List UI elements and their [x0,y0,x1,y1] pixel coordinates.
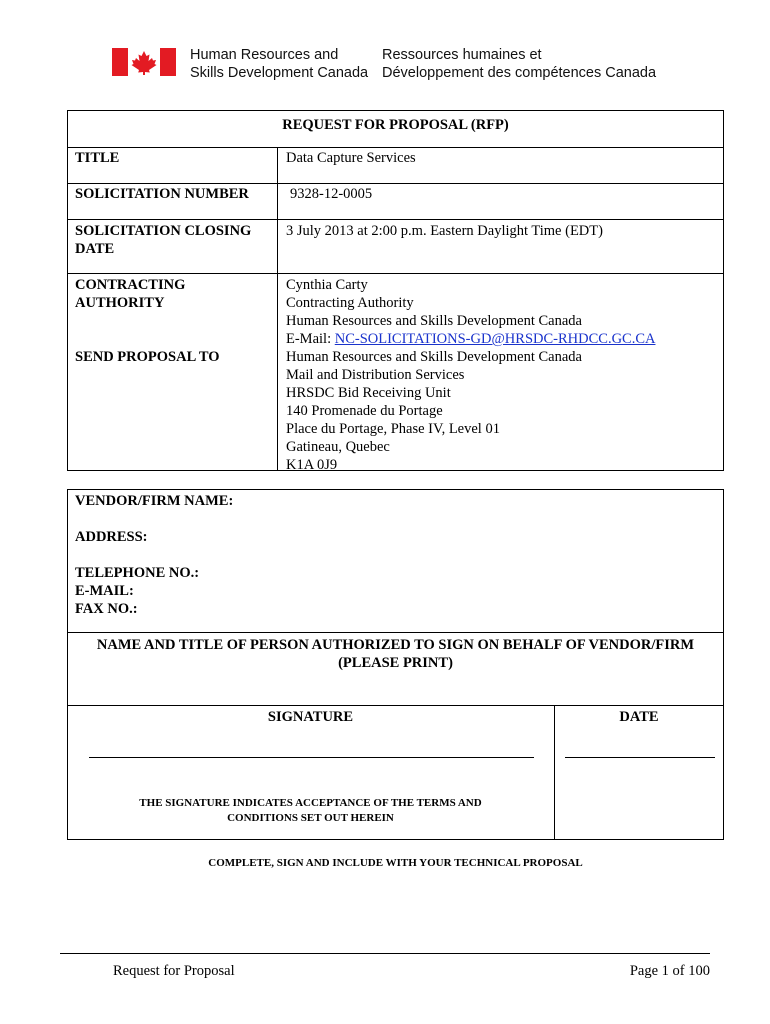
send-line: Mail and Distribution Services [286,367,465,383]
table-divider [67,219,724,220]
email-label: E-MAIL: [75,583,134,599]
dept-fr-line1: Ressources humaines et [382,47,542,63]
title-label: TITLE [75,150,120,166]
footer-rule [60,953,710,954]
contracting-authority-label-line1: CONTRACTING [75,277,186,293]
department-name-french [382,46,656,82]
page-number: Page 1 of 100 [629,963,710,979]
send-line: Place du Portage, Phase IV, Level 01 [286,421,500,437]
dept-en-line1: Human Resources and [190,47,339,63]
email-link[interactable]: NC-SOLICITATIONS-GD@HRSDC-RHDCC.GC.CA [334,331,656,347]
date-label: DATE [619,709,659,725]
table-divider [67,273,724,274]
email-prefix: E-Mail: [286,331,335,347]
dept-en-line2: Skills Development Canada [190,65,369,81]
footer-left-text: Request for Proposal [113,963,235,979]
table-column-divider [277,147,278,471]
send-proposal-label: SEND PROPOSAL TO [75,349,220,365]
send-line: 140 Promenade du Portage [286,403,443,419]
canada-flag-icon [112,48,176,76]
contracting-line: Human Resources and Skills Development Canada [286,313,582,329]
dept-fr-line2: Développement des compétences Canada [382,65,657,81]
title-value: Data Capture Services [286,150,416,166]
send-line: Gatineau, Quebec [286,439,390,455]
fax-label: FAX NO.: [75,601,138,617]
table-divider [67,147,724,148]
signature-line[interactable] [89,757,534,758]
acceptance-note-line1: THE SIGNATURE INDICATES ACCEPTANCE OF THE TERMS AND [139,797,482,809]
date-line[interactable] [565,757,715,758]
solicitation-number-label: SOLICITATION NUMBER [75,186,249,202]
closing-date-label-line2: DATE [75,241,115,257]
closing-date-value: 3 July 2013 at 2:00 p.m. Eastern Daylight Time (EDT) [286,223,603,239]
table-divider [67,183,724,184]
closing-date-label-line1: SOLICITATION CLOSING [75,223,252,239]
authorized-person-line1: NAME AND TITLE OF PERSON AUTHORIZED TO SIGN ON BEHALF OF VENDOR/FIRM [96,637,695,653]
acceptance-note-line2: CONDITIONS SET OUT HEREIN [227,812,394,824]
contracting-line: Cynthia Carty [286,277,368,293]
email-line [286,330,655,348]
completion-instruction: COMPLETE, SIGN AND INCLUDE WITH YOUR TECHNICAL PROPOSAL [208,857,583,869]
address-label: ADDRESS: [75,529,148,545]
table-divider [67,705,724,706]
send-line: Human Resources and Skills Development Canada [286,349,582,365]
send-line: K1A 0J9 [286,457,338,473]
contracting-line: Contracting Authority [286,295,414,311]
signature-label: SIGNATURE [267,709,354,725]
contracting-authority-label-line2: AUTHORITY [75,295,165,311]
telephone-label: TELEPHONE NO.: [75,565,200,581]
send-line: HRSDC Bid Receiving Unit [286,385,451,401]
department-name-english [190,46,368,82]
authorized-person-line2: (PLEASE PRINT) [338,655,453,671]
solicitation-number-value: 9328-12-0005 [290,186,373,202]
table-divider [67,632,724,633]
rfp-heading: REQUEST FOR PROPOSAL (RFP) [282,117,509,133]
vendor-name-label: VENDOR/FIRM NAME: [75,493,234,509]
